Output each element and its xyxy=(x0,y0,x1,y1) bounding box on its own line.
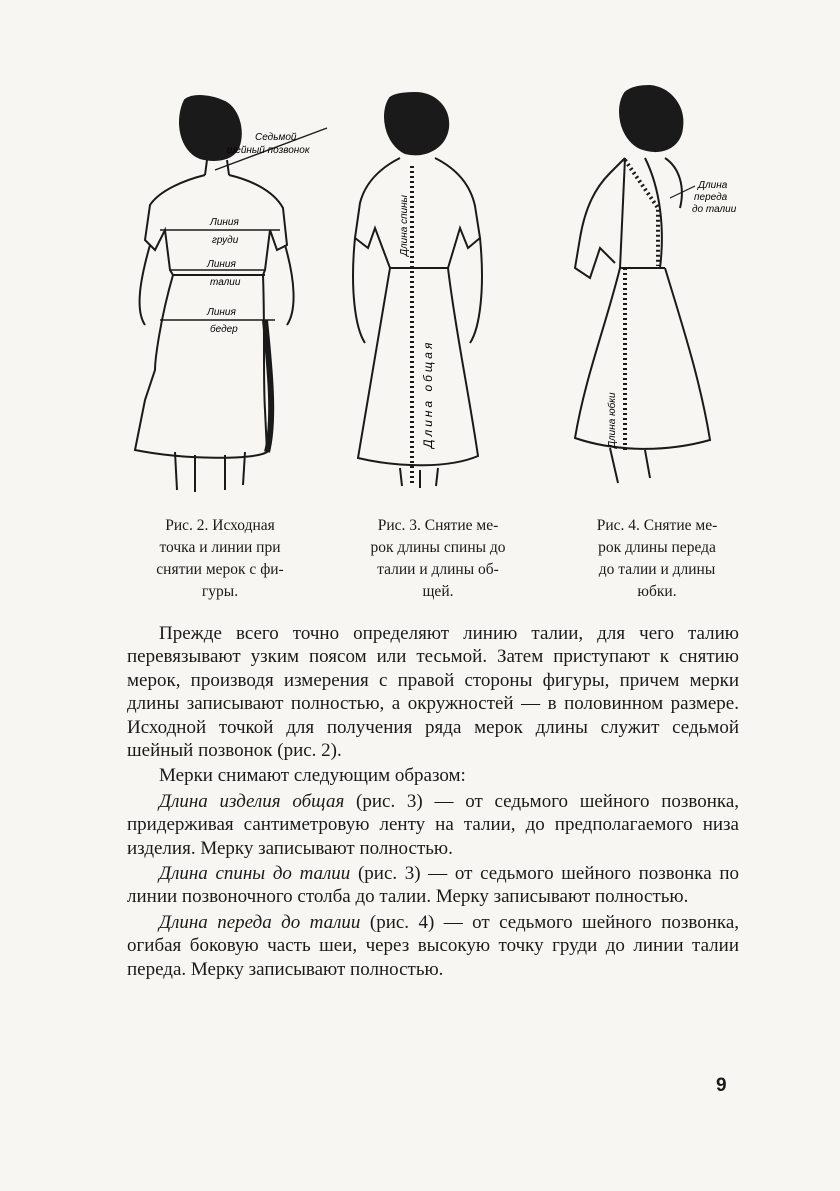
caption-line: точка и линии при xyxy=(159,539,281,556)
fig2-label-vertebra: шейный позвонок xyxy=(227,145,310,156)
figure-2-caption xyxy=(120,515,320,603)
paragraph-intro xyxy=(127,622,739,762)
caption-line: щей. xyxy=(422,583,454,600)
fig4-label-front: переда xyxy=(694,192,728,203)
paragraph-text: (рис. 3) — от седьмого шейного позвонка по линии позвоночного столба до талии. Мерку записывают полностью. xyxy=(127,863,739,908)
fig2-label-seventh: Седьмой xyxy=(255,132,297,143)
fig4-label-to-waist: до талии xyxy=(692,204,737,215)
caption-line: до талии и длины xyxy=(598,561,716,578)
fig4-label-length: Длина xyxy=(698,180,728,191)
fig2-label-hips: бедер xyxy=(210,324,238,335)
paragraph-method xyxy=(127,764,739,787)
paragraph-back-length xyxy=(127,862,739,909)
paragraph-text: Прежде всего точно определяют линию талии, для чего талию перевязывают узким поясом или тесьмой. Затем приступают к снятию мерок, производя измерения с правой стороны фигуры, причем мерки длины записывают полностью, а окружностей — в половинном размере. Исходной точкой для получения ряда мерок длины служит седьмой шейный позвонок (рис. 2). xyxy=(127,623,739,762)
figure-3-caption xyxy=(343,515,533,603)
paragraph-lead: Длина переда до талии xyxy=(159,911,361,933)
paragraph-lead: Длина изделия общая xyxy=(159,790,345,812)
fig2-label-waist: талии xyxy=(210,277,241,288)
paragraph-total-length xyxy=(127,790,739,860)
fig2-label-line1: Линия xyxy=(210,217,239,228)
fig2-label-line3: Линия xyxy=(207,307,236,318)
caption-line: Рис. 2. Исходная xyxy=(165,517,275,534)
caption-line: Рис. 3. Снятие ме- xyxy=(377,517,499,534)
page-number: 9 xyxy=(716,1075,727,1096)
fig3-label-back-length: Длина спины xyxy=(399,194,410,256)
caption-line: рок длины спины до xyxy=(370,539,506,556)
paragraph-front-length xyxy=(127,911,739,981)
caption-line: юбки. xyxy=(637,583,677,600)
caption-line: Рис. 4. Снятие ме- xyxy=(596,517,718,534)
fig2-label-chest: груди xyxy=(212,235,239,246)
caption-line: рок длины переда xyxy=(598,539,716,556)
figure-4-illustration xyxy=(570,78,750,490)
fig4-label-skirt-length: Длина юбки xyxy=(607,392,618,448)
figure-4-caption xyxy=(562,515,752,603)
paragraph-text: (рис. 4) — от седьмого шейного позвонка, огибая боковую часть шеи, через высокую точку груди до линии талии переда. Мерку записывают полностью. xyxy=(127,911,740,980)
caption-line: талии и длины об- xyxy=(377,561,499,578)
paragraph-lead: Длина спины до талии xyxy=(159,863,351,885)
fig2-label-line2: Линия xyxy=(207,259,236,270)
fig3-label-total-length: Длина общая xyxy=(421,339,435,448)
paragraph-text: Мерки снимают следующим образом: xyxy=(159,765,466,787)
caption-line: снятии мерок с фи- xyxy=(156,561,284,578)
figure-2-illustration xyxy=(115,80,340,500)
body-text xyxy=(127,622,739,981)
paragraph-text: (рис. 3) — от седьмого шейного позвонка, придерживая сантиметровую ленту на талии, до предполагаемого низа изделия. Мерку записывают полностью. xyxy=(127,790,739,859)
caption-line: гуры. xyxy=(201,583,239,600)
figure-3-illustration xyxy=(350,88,485,490)
